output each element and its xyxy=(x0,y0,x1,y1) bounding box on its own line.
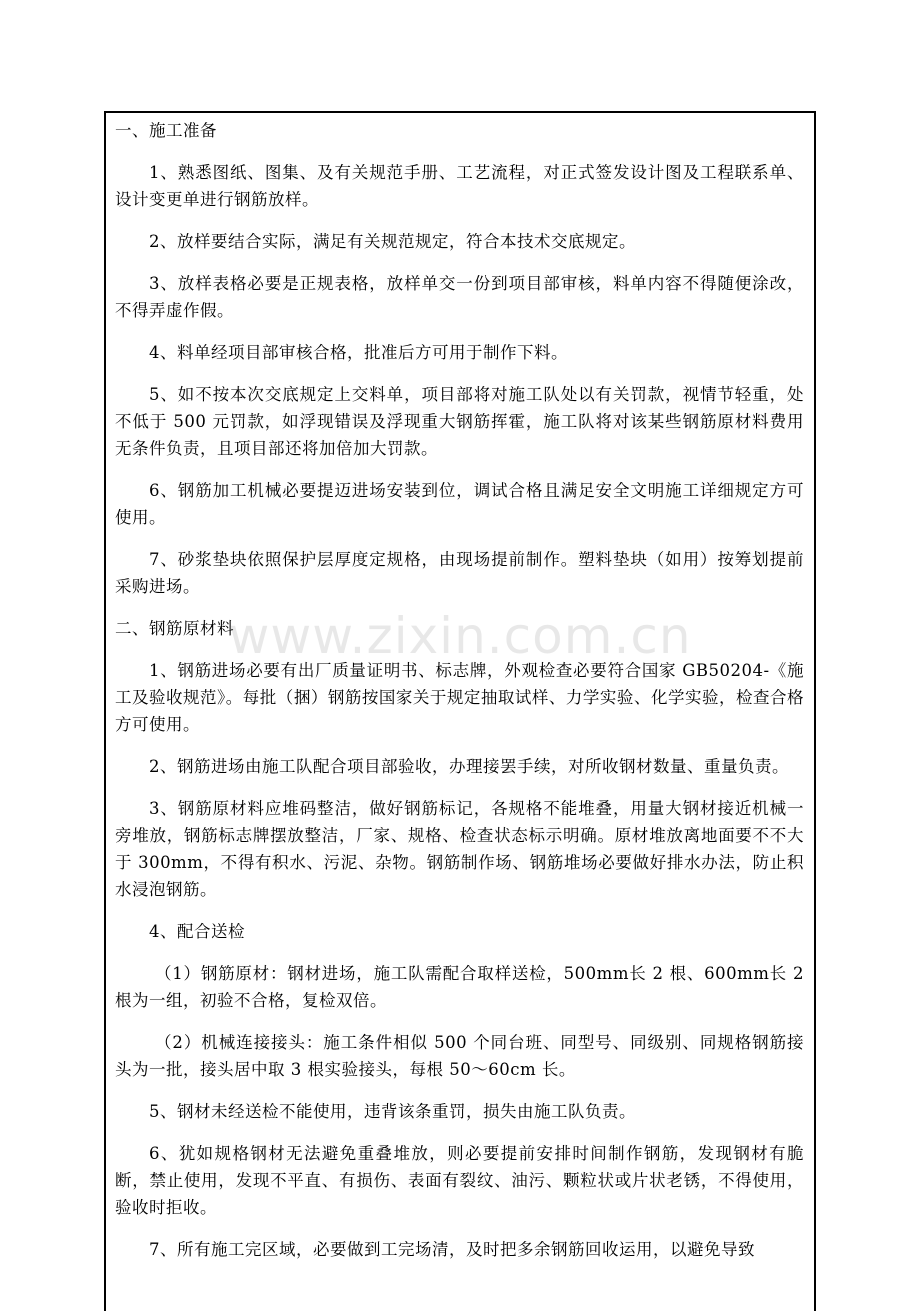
paragraph: 2、钢筋进场由施工队配合项目部验收，办理接罢手续，对所收钢材数量、重量负责。 xyxy=(149,757,789,776)
paragraph: 1、钢筋进场必要有出厂质量证明书、标志牌，外观检查必要符合国家 GB50204-《施工及验收规范》。每批（捆）钢筋按国家关于规定抽取试样、力学实验、化学实验，检查合格方可使用。 xyxy=(115,661,804,734)
paragraph: 5、钢材未经送检不能使用，违背该条重罚，损失由施工队负责。 xyxy=(149,1102,636,1121)
section-heading-raw-materials: 二、钢筋原材料 xyxy=(115,619,234,638)
document-frame xyxy=(104,111,816,1311)
paragraph: 4、料单经项目部审核合格，批准后方可用于制作下料。 xyxy=(149,343,568,362)
sub-paragraph: （2）机械连接接头：施工条件相似 500 个同台班、同型号、同级别、同规格钢筋接头为一批，接头居中取 3 根实验接头，每根 50～60cm 长。 xyxy=(115,1033,804,1079)
section-heading-preparation: 一、施工准备 xyxy=(115,121,217,140)
document-body xyxy=(115,117,804,1278)
paragraph: 7、所有施工完区域，必要做到工完场清，及时把多余钢筋回收运用，以避免导致 xyxy=(149,1240,755,1259)
paragraph: 5、如不按本次交底规定上交料单，项目部将对施工队处以有关罚款，视情节轻重，处不低于 500 元罚款，如浮现错误及浮现重大钢筋挥霍，施工队将对该某些钢筋原材料费用无条件负责，且项目部还将加倍加大罚款。 xyxy=(115,385,804,458)
paragraph: 6、钢筋加工机械必要提迈进场安装到位，调试合格且满足安全文明施工详细规定方可使用。 xyxy=(115,481,804,527)
paragraph: 7、砂浆垫块依照保护层厚度定规格，由现场提前制作。塑料垫块（如用）按筹划提前采购进场。 xyxy=(115,550,804,596)
paragraph: 2、放样要结合实际，满足有关规范规定，符合本技术交底规定。 xyxy=(149,232,636,251)
paragraph: 1、熟悉图纸、图集、及有关规范手册、工艺流程，对正式签发设计图及工程联系单、设计变更单进行钢筋放样。 xyxy=(115,163,804,209)
paragraph: 3、钢筋原材料应堆码整洁，做好钢筋标记，各规格不能堆叠，用量大钢材接近机械一旁堆放，钢筋标志牌摆放整洁，厂家、规格、检查状态标示明确。原材堆放离地面要不不大于 300mm，不得有积水、污泥、杂物。钢筋制作场、钢筋堆场必要做好排水办法，防止积水浸泡钢筋。 xyxy=(115,799,804,899)
watermark: www.zixin.com.cn xyxy=(228,607,692,665)
sub-paragraph: （1）钢筋原材：钢材进场，施工队需配合取样送检，500mm长 2 根、600mm长 2 根为一组，初验不合格，复检双倍。 xyxy=(115,964,804,1010)
paragraph: 3、放样表格必要是正规表格，放样单交一份到项目部审核，料单内容不得随便涂改，不得弄虚作假。 xyxy=(115,274,804,320)
paragraph: 6、犹如规格钢材无法避免重叠堆放，则必要提前安排时间制作钢筋，发现钢材有脆断，禁止使用，发现不平直、有损伤、表面有裂纹、油污、颗粒状或片状老锈，不得使用，验收时拒收。 xyxy=(115,1144,804,1217)
paragraph: 4、配合送检 xyxy=(149,922,245,941)
